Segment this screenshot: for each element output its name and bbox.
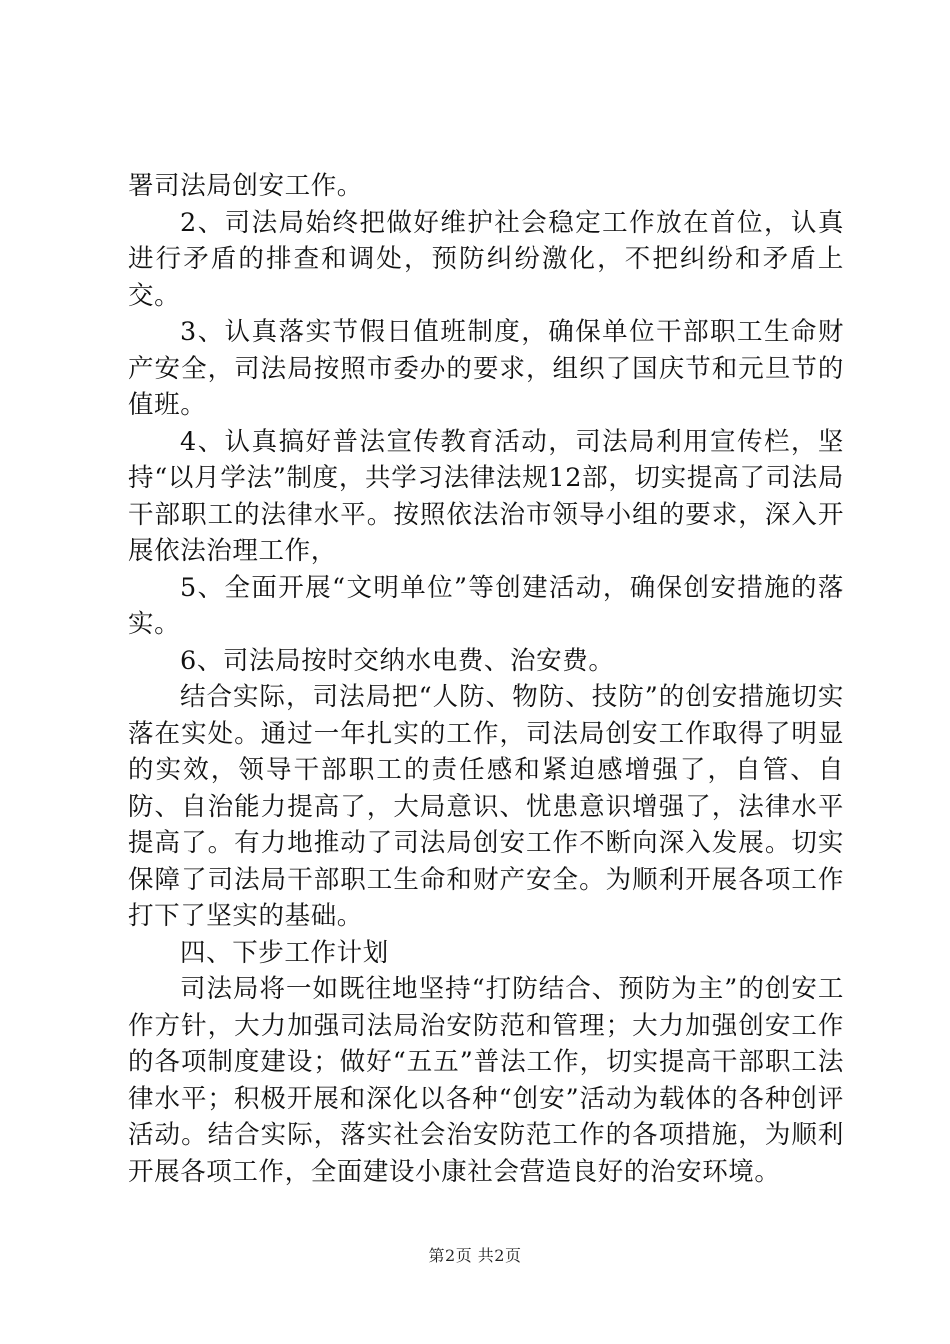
paragraph-item-3: 3、认真落实节假日值班制度，确保单位干部职工生命财产安全，司法局按照市委办的要求，组织了国庆节和元旦节的值班。 [128,317,844,420]
paragraph-item-6: 6、司法局按时交纳水电费、治安费。 [180,645,615,676]
paragraph-item-4: 4、认真搞好普法宣传教育活动，司法局利用宣传栏，坚持“以月学法”制度，共学习法律法规12部，切实提高了司法局干部职工的法律水平。按照依法治市领导小组的要求，深入开展依法治理工作， [128,426,844,566]
paragraph-continuation: 署司法局创安工作。 [128,171,363,201]
paragraph-item-5: 5、全面开展“文明单位”等创建活动，确保创安措施的落实。 [128,572,844,639]
paragraph-work-plan: 司法局将一如既往地坚持“打防结合、预防为主”的创安工作方针，大力加强司法局治安防范和管理；大力加强创安工作的各项制度建设；做好“五五”普法工作，切实提高干部职工法律水平；积极开展和深化以各种“创安”活动为载体的各种创评活动。结合实际，落实社会治安防范工作的各项措施，为顺利开展各项工作，全面建设小康社会营造良好的治安环境。 [128,974,844,1187]
paragraph-summary: 结合实际，司法局把“人防、物防、技防”的创安措施切实落在实处。通过一年扎实的工作，司法局创安工作取得了明显的实效，领导干部职工的责任感和紧迫感增强了，自管、自防、自治能力提高了，大局意识、忧患意识增强了，法律水平提高了。有力地推动了司法局创安工作不断向深入发展。切实保障了司法局干部职工生命和财产安全。为顺利开展各项工作打下了坚实的基础。 [128,682,844,931]
paragraph-item-2: 2、司法局始终把做好维护社会稳定工作放在首位，认真进行矛盾的排查和调处，预防纠纷激化，不把纠纷和矛盾上交。 [128,207,844,311]
document-body [128,168,844,1190]
section-heading-next-steps: 四、下步工作计划 [180,937,389,968]
page-footer: 第2页 共2页 [428,1246,522,1265]
